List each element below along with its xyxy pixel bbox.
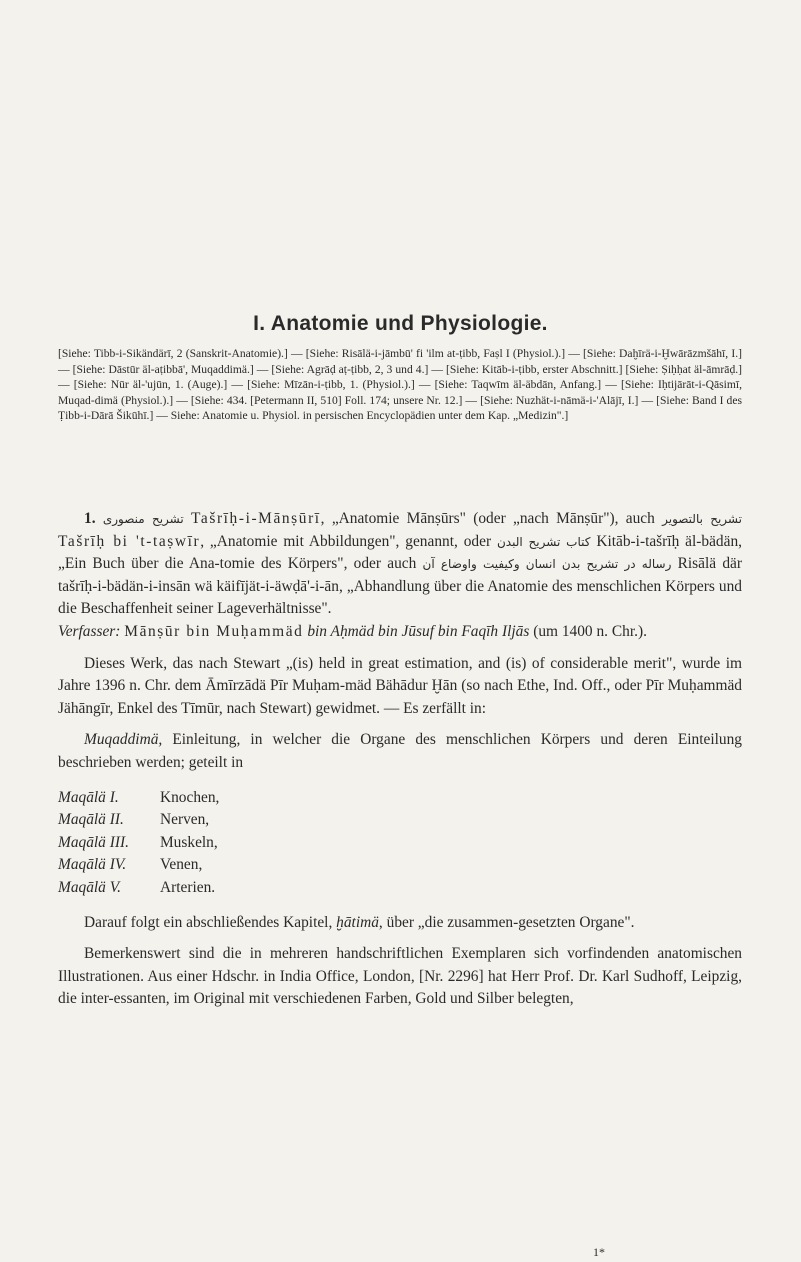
maqala-item [58, 787, 742, 810]
maqala-label: Maqālä V. [58, 878, 121, 896]
hatima-term: ḫātimä [336, 913, 379, 931]
entry-text-3: Kitāb-i-tašrīḥ äl-bädän, „Ein Buch über die Ana-tomie des Körpers", oder auch [58, 532, 742, 573]
arabic-alt-title: تشریح بالتصویر [662, 512, 742, 526]
author-label: Verfasser: [58, 622, 121, 640]
arabic-kitab: کتاب تشریح البدن [496, 534, 591, 549]
maqala-text: Arterien. [160, 878, 216, 896]
arabic-risala: رساله در تشریح بدن انسان وکیفیت واوضاع آن [422, 557, 672, 572]
maqala-label: Maqālä III. [58, 833, 129, 851]
maqala-label: Maqālä I. [58, 788, 119, 806]
arabic-title: تشریح منصوری [102, 512, 184, 526]
references-block: [Siehe: Tibb-i-Sikändärī, 2 (Sanskrit-Anatomie).] — [Siehe: Risālä-i-jāmbū' fi 'ilm at-ṭibb, Faṣl I (Physiol.).] — [Siehe: Daḫīrä-i-Ḫwārāzmšāhī, I.] — [Siehe: Dāstūr äl-aṭibbā', Muqaddimä.] — [Siehe: Agrāḍ aṭ-ṭibb, 2, 3 und 4.] — [Siehe: Kitāb-i-ṭibb, erster Abschnitt.] [Siehe: Ṣiḥḥat äl-āmrāḍ.] — [Siehe: Nūr äl-'ujūn, 1. (Auge).] — [Siehe: Mīzān-i-ṭibb, 1. (Physiol.).] — [Siehe: Taqwīm äl-äbdān, Anfang.] — [Siehe: Iḥtijārāt-i-Qāsimī, Muqad-dimä (Physiol.).] — [Siehe: 434. [Petermann II, 510] Foll. 174; unsere Nr. 12.] — [Siehe: Nuzhät-i-nāmä-i-'Alājī, I.] — [Siehe: Band I des Ṭibb-i-Dārā Šikūhī.] — Siehe: Anatomie u. Physiol. in persischen Encyclopädien unter dem Kap. „Medizin".] [58, 347, 742, 423]
hatima-text-c: , über „die zusammen-gesetzten Organe". [378, 913, 635, 931]
paragraph-muqaddima [58, 729, 742, 774]
paragraph-hatima [58, 912, 742, 935]
page-marker: 1* [593, 1245, 605, 1259]
entry-paragraph [58, 508, 742, 621]
entry-text-4: Risālä där tašrīḥ-i-bädän-i-insān wä käifījät-i-äwḍā'-i-ān, „Abhandlung über die Anatomie des menschlichen Körpers und die Beschaffenheit seiner Lageverhältnisse". [58, 555, 742, 618]
maqala-text: Nerven, [160, 811, 210, 829]
hatima-text-a: Darauf folgt ein abschließendes Kapitel, [84, 913, 333, 931]
maqala-item [58, 809, 742, 832]
entry-text-2: , „Anatomie mit Abbildungen", genannt, oder [200, 532, 492, 550]
entry-text-1: , „Anatomie Mānṣūrs" (oder „nach Mānṣūr"), auch [320, 510, 655, 527]
maqala-text: Venen, [160, 856, 203, 874]
maqala-item [58, 832, 742, 855]
paragraph-illustrations: Bemerkenswert sind die in mehreren handschriftlichen Exemplaren sich vorfindenden anatomischen Illustrationen. Aus einer Hdschr. in India Office, London, [Nr. 2296] hat Herr Prof. Dr. Karl Sudhoff, Leipzig, die inter-essanten, im Original mit verschiedenen Farben, Gold und Silber belegten, [58, 945, 742, 1008]
maqala-label: Maqālä IV. [58, 856, 127, 874]
author-rest: bin Aḥmäd bin Jūsuf bin Faqīh Iljās [307, 622, 530, 640]
entry-number: 1. [84, 510, 96, 527]
maqala-text: Muskeln, [160, 833, 218, 851]
alt-translit: Tašrīḥ bi 't-taṣwīr [58, 532, 201, 550]
maqala-label: Maqālä II. [58, 811, 124, 829]
maqala-list [58, 787, 742, 900]
author-line [58, 621, 742, 644]
author-name: Mānṣūr bin Muḥammäd [124, 622, 304, 640]
title-translit: Tašrīḥ-i-Mānṣūrī [191, 510, 321, 527]
author-date: (um 1400 n. Chr.). [533, 622, 647, 640]
main-text [58, 508, 742, 1011]
section-heading: I. Anatomie und Physiologie. [253, 312, 548, 335]
muqaddima-text: Einleitung, in welcher die Organe des menschlichen Körpers und deren Einteilung beschrieben werden; geteilt in [58, 731, 742, 771]
muqaddima-label: Muqaddimä, [84, 731, 163, 749]
maqala-item [58, 877, 742, 900]
maqala-text: Knochen, [160, 788, 220, 806]
maqala-item [58, 854, 742, 877]
paragraph-dedication: Dieses Werk, das nach Stewart „(is) held in great estimation, and (is) of considerable merit", wurde im Jahre 1396 n. Chr. dem Āmīrzādä Pīr Muḥam-mäd Bähādur Ḫān (so nach Ethe, Ind. Off., oder Pīr Muḥammäd Jähāngīr, Enkel des Tīmūr, nach Stewart) gewidmet. — Es zerfällt in: [58, 654, 742, 717]
